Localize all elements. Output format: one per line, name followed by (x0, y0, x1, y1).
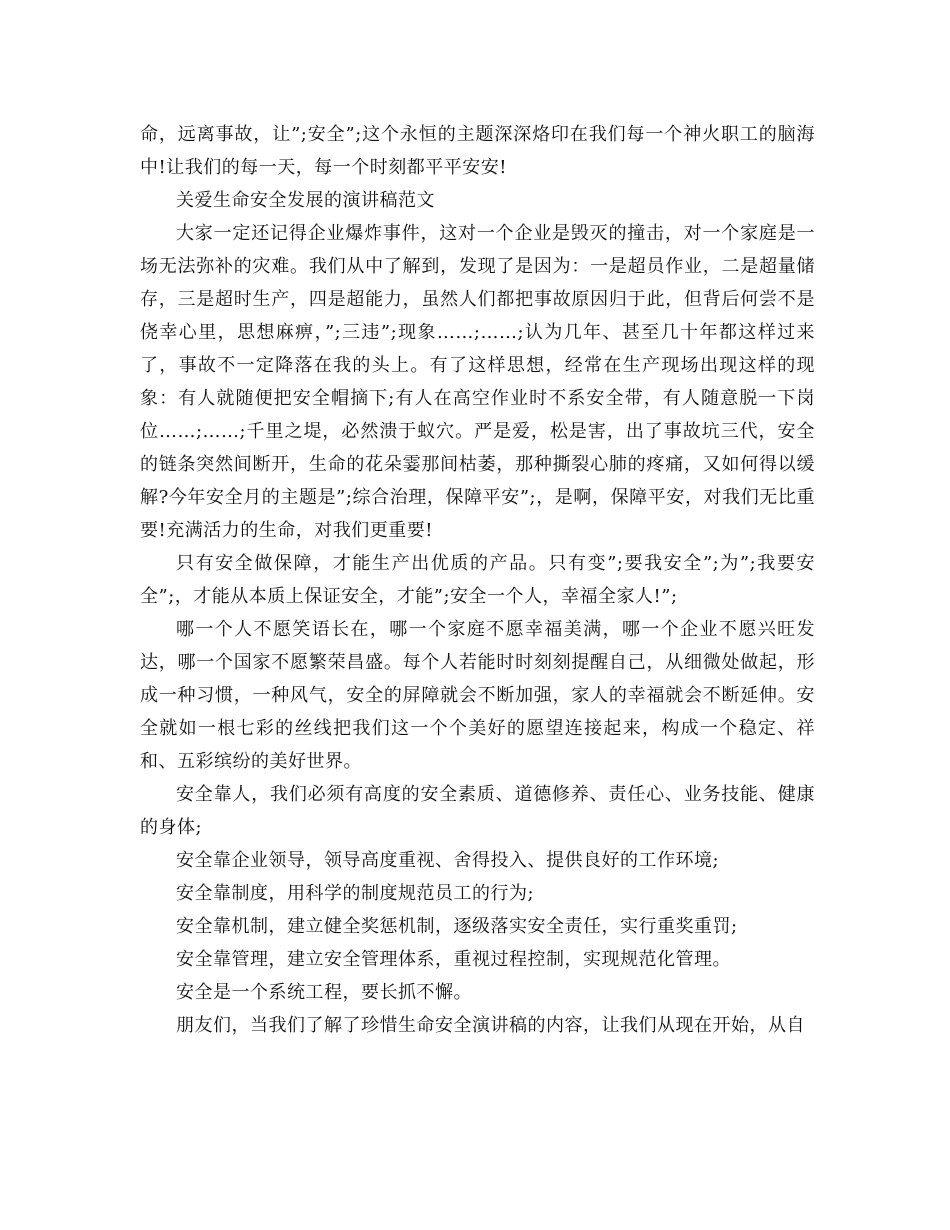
paragraph-safety-system: 安全靠制度，用科学的制度规范员工的行为; (176, 883, 535, 904)
paragraph-safety-mechanism: 安全靠机制，建立健全奖惩机制，逐级落实安全责任，实行重奖重罚; (176, 916, 738, 937)
paragraph-safety-people: 安全靠人，我们必须有高度的安全素质、道德修养、责任心、业务技能、健康的身体; (140, 784, 815, 838)
paragraph-safety-leadership: 安全靠企业领导，领导高度重视、舍得投入、提供良好的工作环境; (176, 850, 720, 871)
document-body (140, 118, 815, 1042)
paragraph-continuation: 命，远离事故，让”;安全”;这个永恒的主题深深烙印在我们每一个神火职工的脑海中!让我们的每一天，每一个时刻都平平安安! (140, 124, 815, 178)
paragraph-safety-management: 安全靠管理，建立安全管理体系，重视过程控制，实现规范化管理。 (176, 949, 731, 970)
section-title: 关爱生命安全发展的演讲稿范文 (176, 190, 435, 211)
paragraph-safety-guarantee: 只有安全做保障，才能生产出优质的产品。只有变”;要我安全”;为”;我要安全”;，才能从本质上保证安全，才能”;安全一个人，幸福全家人!”; (140, 553, 815, 607)
paragraph-explosion-incident: 大家一定还记得企业爆炸事件，这对一个企业是毁灭的撞击，对一个家庭是一场无法弥补的灾难。我们从中了解到，发现了是因为：一是超员作业，二是超量储存，三是超时生产，四是超能力，虽然人们都把事故原因归于此，但背后何尝不是侥幸心里，思想麻痹，”;三违”;现象……;……;认为几年、甚至几十年都这样过来了，事故不一定降落在我的头上。有了这样思想，经常在生产现场出现这样的现象：有人就随便把安全帽摘下;有人在高空作业时不系安全带，有人随意脱一下岗位……;……;千里之堤，必然溃于蚁穴。严是爱，松是害，出了事故坑三代，安全的链条突然间断开，生命的花朵霎那间枯萎，那种撕裂心肺的疼痛，又如何得以缓解?今年安全月的主题是”;综合治理，保障平安”;，是啊，保障平安，对我们无比重要!充满活力的生命，对我们更重要! (140, 223, 815, 541)
paragraph-happiness: 哪一个人不愿笑语长在，哪一个家庭不愿幸福美满，哪一个企业不愿兴旺发达，哪一个国家不愿繁荣昌盛。每个人若能时时刻刻提醒自己，从细微处做起，形成一种习惯，一种风气，安全的屏障就会不断加强，家人的幸福就会不断延伸。安全就如一根七彩的丝线把我们这一个个美好的愿望连接起来，构成一个稳定、祥和、五彩缤纷的美好世界。 (140, 619, 815, 772)
paragraph-closing: 朋友们，当我们了解了珍惜生命安全演讲稿的内容，让我们从现在开始，从自 (176, 1015, 805, 1036)
paragraph-system-engineering: 安全是一个系统工程，要长抓不懈。 (176, 982, 472, 1003)
